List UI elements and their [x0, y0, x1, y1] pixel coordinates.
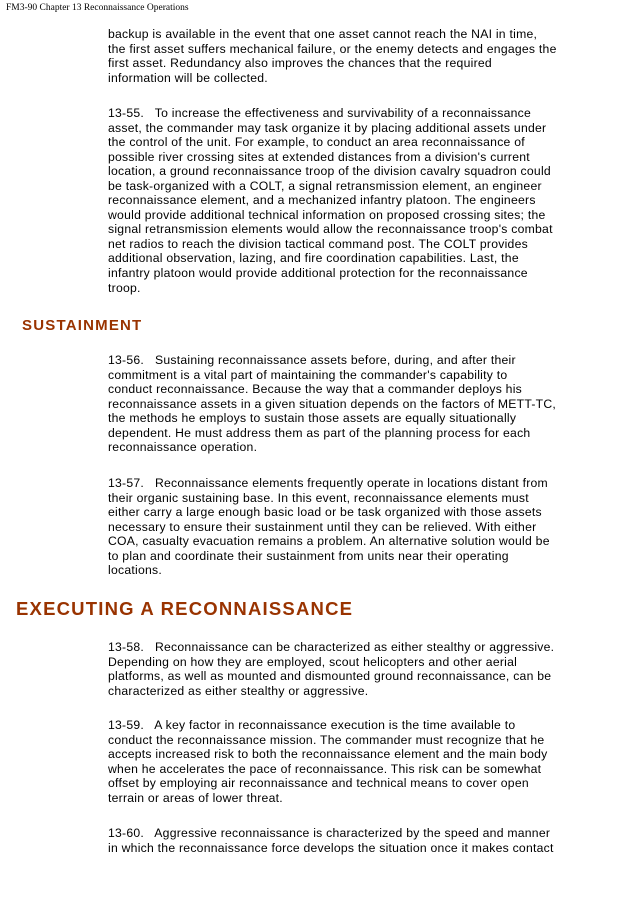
- paragraph-line: would provide additional technical information on proposed crossing sites; the: [108, 207, 546, 222]
- paragraph-13-57: [108, 476, 603, 578]
- paragraph-line: dependent. He must address them as part of the planning process for each: [108, 425, 531, 440]
- paragraph-13-56: [108, 353, 603, 455]
- paragraph-line: reconnaissance operation.: [108, 440, 258, 455]
- paragraph-line: net radios to reach the division tactical command post. The COLT provides: [108, 236, 528, 251]
- paragraph-line: the methods he employs to sustain those assets are equally situationally: [108, 411, 517, 426]
- paragraph-line: possible river crossing sites at extended distances from a division's current: [108, 149, 530, 164]
- paragraph-line: Depending on how they are employed, scout helicopters and other aerial: [108, 654, 518, 669]
- paragraph-line: terrain or areas of lower threat.: [108, 790, 283, 805]
- paragraph-line: 13-59. A key factor in reconnaissance execution is the time available to: [108, 718, 516, 732]
- paragraph-line: 13-57. Reconnaissance elements frequently operate in locations distant from: [108, 476, 548, 490]
- paragraph-line: to plan and coordinate their sustainment from units near their operating: [108, 548, 509, 563]
- paragraph-line: the first asset suffers mechanical failure, or the enemy detects and engages the: [108, 41, 557, 56]
- paragraph-line: 13-60. Aggressive reconnaissance is characterized by the speed and manner: [108, 826, 551, 840]
- paragraph-line: when he accelerates the pace of reconnaissance. This risk can be somewhat: [108, 761, 542, 776]
- paragraph-continuation: [108, 27, 603, 85]
- paragraph-line: infantry platoon would provide additional protection for the reconnaissance: [108, 266, 528, 281]
- paragraph-line: troop.: [108, 280, 141, 295]
- paragraph-line: either carry a large enough basic load or be task organized with those assets: [108, 505, 542, 520]
- paragraph-line: location, a ground reconnaissance troop of the division cavalry squadron could: [108, 164, 551, 179]
- paragraph-13-58: [108, 640, 603, 698]
- paragraph-line: accepts increased risk to both the reconnaissance element and the main body: [108, 747, 548, 762]
- paragraph-line: information will be collected.: [108, 70, 268, 85]
- paragraph-line: their organic sustaining base. In this event, reconnaissance elements must: [108, 490, 529, 505]
- section-heading-sustainment: SUSTAINMENT: [22, 317, 143, 334]
- paragraph-line: reconnaissance assets in a given situation depends on the factors of METT-TC,: [108, 396, 557, 411]
- paragraph-line: additional observation, lazing, and fire coordination capabilities. Last, the: [108, 251, 519, 266]
- paragraph-line: signal retransmission elements would allow the reconnaissance troop's combat: [108, 222, 553, 237]
- paragraph-line: 13-58. Reconnaissance can be characterized as either stealthy or aggressive.: [108, 640, 555, 654]
- paragraph-line: be task-organized with a COLT, a signal retransmission element, an engineer: [108, 178, 542, 193]
- paragraph-line: in which the reconnaissance force develops the situation once it makes contact: [108, 840, 554, 855]
- paragraph-line: conduct the reconnaissance mission. The commander must recognize that he: [108, 732, 545, 747]
- paragraph-line: backup is available in the event that one asset cannot reach the NAI in time,: [108, 27, 538, 41]
- paragraph-line: offset by employing air reconnaissance and technical means to cover open: [108, 776, 529, 791]
- paragraph-line: conduct reconnaissance. Because the way that a commander deploys his: [108, 382, 522, 397]
- section-heading-executing: EXECUTING A RECONNAISSANCE: [16, 598, 354, 619]
- paragraph-13-59: [108, 718, 603, 805]
- paragraph-line: reconnaissance element, and a mechanized infantry platoon. The engineers: [108, 193, 536, 208]
- paragraph-line: COA, casualty evacuation remains a problem. An alternative solution would be: [108, 534, 550, 549]
- paragraph-line: the control of the unit. For example, to conduct an area reconnaissance of: [108, 135, 525, 150]
- paragraph-13-55: [108, 106, 603, 295]
- paragraph-line: necessary to ensure their sustainment until they can be relieved. With either: [108, 519, 537, 534]
- paragraph-line: characterized as either stealthy or aggressive.: [108, 683, 369, 698]
- paragraph-line: 13-56. Sustaining reconnaissance assets before, during, and after their: [108, 353, 516, 367]
- paragraph-line: commitment is a vital part of maintaining the commander's capability to: [108, 367, 508, 382]
- running-header: FM3-90 Chapter 13 Reconnaissance Operations: [6, 3, 189, 13]
- paragraph-13-60: [108, 826, 603, 855]
- paragraph-line: asset, the commander may task organize it by placing additional assets under: [108, 120, 547, 135]
- paragraph-line: first asset. Redundancy also improves the chances that the required: [108, 56, 492, 71]
- paragraph-line: platforms, as well as mounted and dismounted ground reconnaissance, can be: [108, 669, 552, 684]
- paragraph-line: 13-55. To increase the effectiveness and survivability of a reconnaissance: [108, 106, 532, 120]
- paragraph-line: locations.: [108, 563, 162, 578]
